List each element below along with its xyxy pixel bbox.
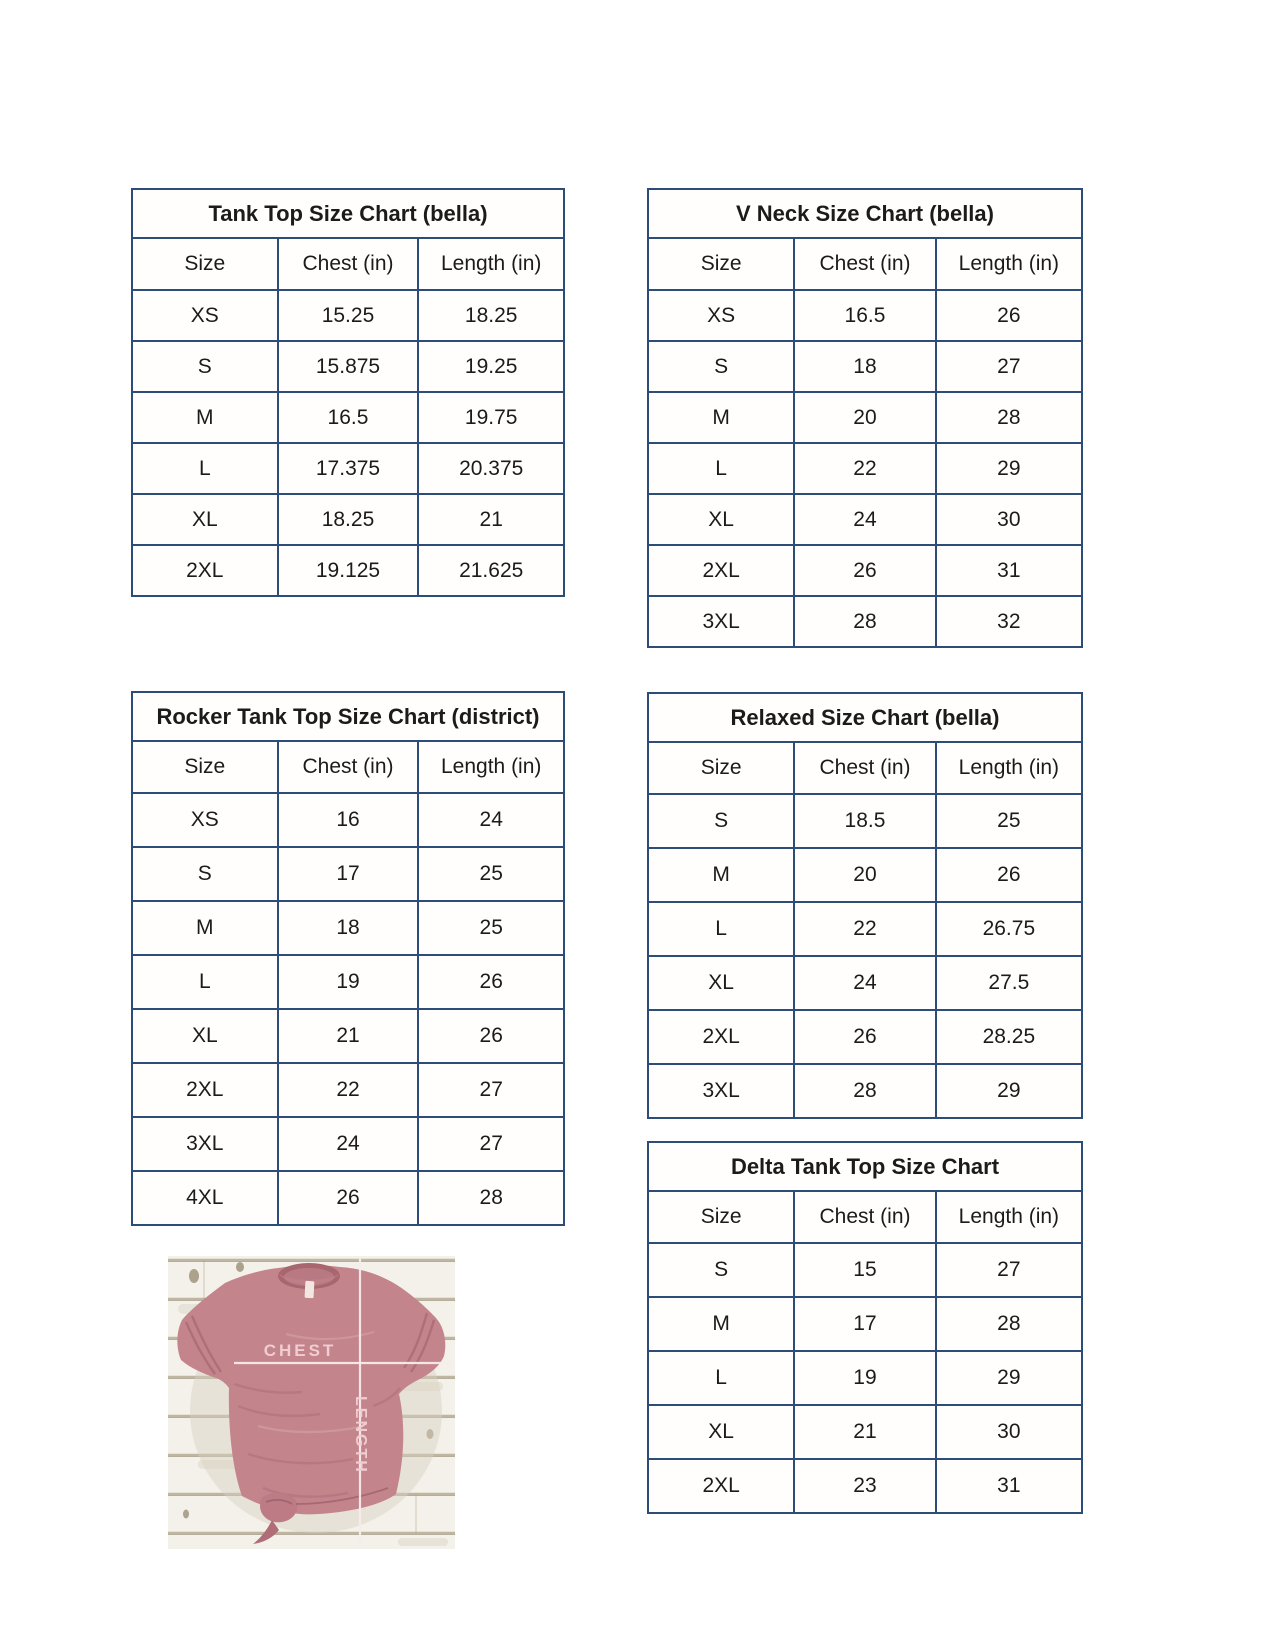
table-cell: 17 [794,1297,935,1351]
table-cell: 31 [936,1459,1082,1513]
table-cell: 19.25 [418,341,564,392]
table-row [648,848,1082,902]
table-cell: XS [648,290,794,341]
table-cell: 18.25 [278,494,419,545]
table-cell: XS [132,290,278,341]
table-cell: 22 [278,1063,419,1117]
table-cell: 4XL [132,1171,278,1225]
rocker-tank-top-size-chart-table [131,691,565,1226]
table-row [132,1171,564,1225]
table-cell: 25 [418,847,564,901]
length-label: LENGTH [352,1396,369,1474]
table-cell: 16 [278,793,419,847]
table-cell: S [648,794,794,848]
table-row [648,1459,1082,1513]
column-header: Length (in) [418,238,564,290]
column-header: Size [648,238,794,290]
relaxed-bella [647,692,1083,1119]
table-cell: 21.625 [418,545,564,596]
table-cell: 26 [794,1010,935,1064]
table-row [648,1010,1082,1064]
table-cell: 25 [936,794,1082,848]
table-row [648,1243,1082,1297]
table-row [132,955,564,1009]
table-cell: 20 [794,848,935,902]
table-cell: 30 [936,1405,1082,1459]
chest-label: CHEST [263,1341,337,1360]
table-row [648,794,1082,848]
table-cell: 24 [794,494,935,545]
table-title: Relaxed Size Chart (bella) [648,693,1082,742]
table-cell: 15.875 [278,341,419,392]
table-cell: 28 [794,1064,935,1118]
table-cell: 22 [794,902,935,956]
table-cell: 18 [794,341,935,392]
table-row [132,847,564,901]
table-cell: 26 [794,545,935,596]
table-row [648,494,1082,545]
table-title: Rocker Tank Top Size Chart (district) [132,692,564,741]
table-cell: 25 [418,901,564,955]
table-cell: 26 [278,1171,419,1225]
table-cell: XL [648,494,794,545]
table-row [132,443,564,494]
table-cell: S [132,341,278,392]
column-header: Chest (in) [278,238,419,290]
table-row [132,494,564,545]
table-cell: XL [132,494,278,545]
table-cell: XS [132,793,278,847]
table-cell: M [648,392,794,443]
table-title: Tank Top Size Chart (bella) [132,189,564,238]
v-neck-bella [647,188,1083,648]
table-cell: 30 [936,494,1082,545]
table-cell: L [132,955,278,1009]
table-cell: 16.5 [794,290,935,341]
column-header: Chest (in) [794,742,935,794]
table-cell: 19.125 [278,545,419,596]
table-cell: 28.25 [936,1010,1082,1064]
table-row [648,902,1082,956]
table-cell: 2XL [648,545,794,596]
tshirt-measurement-photo [168,1256,455,1549]
table-cell: 28 [418,1171,564,1225]
table-cell: 27 [418,1117,564,1171]
table-cell: 24 [278,1117,419,1171]
column-header: Length (in) [936,238,1082,290]
tank-top-bella [131,188,565,597]
table-row [132,901,564,955]
column-header: Size [648,1191,794,1243]
table-cell: S [132,847,278,901]
table-row [132,545,564,596]
table-row [132,1063,564,1117]
table-cell: 29 [936,1064,1082,1118]
table-cell: 17.375 [278,443,419,494]
table-title: Delta Tank Top Size Chart [648,1142,1082,1191]
table-cell: M [648,848,794,902]
table-cell: 28 [794,596,935,647]
column-header: Size [132,741,278,793]
table-cell: 27 [936,341,1082,392]
table-cell: 29 [936,443,1082,494]
table-row [132,793,564,847]
table-cell: 3XL [648,596,794,647]
table-cell: 29 [936,1351,1082,1405]
table-cell: 23 [794,1459,935,1513]
table-row [648,596,1082,647]
table-cell: 22 [794,443,935,494]
table-cell: 26 [418,955,564,1009]
table-cell: S [648,341,794,392]
table-cell: 26.75 [936,902,1082,956]
table-row [132,1009,564,1063]
table-cell: 24 [418,793,564,847]
column-header: Length (in) [418,741,564,793]
table-cell: 27 [418,1063,564,1117]
table-cell: XL [648,1405,794,1459]
table-cell: 2XL [132,1063,278,1117]
table-cell: 27.5 [936,956,1082,1010]
table-cell: 28 [936,392,1082,443]
table-row [648,1351,1082,1405]
table-cell: 26 [418,1009,564,1063]
rocker-tank-top-district [131,691,565,1226]
table-row [648,956,1082,1010]
table-cell: 19 [278,955,419,1009]
table-row [648,443,1082,494]
column-header: Length (in) [936,742,1082,794]
table-cell: M [132,392,278,443]
table-row [648,290,1082,341]
table-cell: 32 [936,596,1082,647]
table-row [648,1064,1082,1118]
table-cell: 26 [936,848,1082,902]
table-row [648,392,1082,443]
table-cell: 3XL [648,1064,794,1118]
table-cell: 19 [794,1351,935,1405]
table-cell: 20.375 [418,443,564,494]
table-cell: 18.25 [418,290,564,341]
column-header: Chest (in) [794,1191,935,1243]
table-row [132,1117,564,1171]
relaxed-size-chart-table [647,692,1083,1119]
table-cell: S [648,1243,794,1297]
tshirt-measurement-graphic [168,1256,455,1549]
table-row [132,290,564,341]
delta-tank-top-size-chart-table [647,1141,1083,1514]
table-cell: 21 [278,1009,419,1063]
table-cell: 18 [278,901,419,955]
table-cell: L [132,443,278,494]
table-cell: 27 [936,1243,1082,1297]
table-cell: 28 [936,1297,1082,1351]
table-cell: 20 [794,392,935,443]
table-cell: 24 [794,956,935,1010]
table-row [132,392,564,443]
table-title: V Neck Size Chart (bella) [648,189,1082,238]
table-cell: 26 [936,290,1082,341]
tank-top-size-chart-table [131,188,565,597]
table-row [648,545,1082,596]
v-neck-size-chart-table [647,188,1083,648]
table-row [648,1297,1082,1351]
table-cell: 2XL [648,1010,794,1064]
table-cell: M [132,901,278,955]
table-cell: L [648,443,794,494]
table-cell: 18.5 [794,794,935,848]
table-cell: 19.75 [418,392,564,443]
table-cell: XL [648,956,794,1010]
table-cell: 21 [794,1405,935,1459]
column-header: Chest (in) [278,741,419,793]
column-header: Size [648,742,794,794]
table-row [648,341,1082,392]
table-cell: L [648,902,794,956]
table-cell: 17 [278,847,419,901]
table-cell: L [648,1351,794,1405]
table-cell: 16.5 [278,392,419,443]
delta-tank-top [647,1141,1083,1514]
table-cell: 15 [794,1243,935,1297]
table-cell: 2XL [648,1459,794,1513]
table-cell: M [648,1297,794,1351]
table-row [132,341,564,392]
table-cell: 21 [418,494,564,545]
column-header: Length (in) [936,1191,1082,1243]
table-cell: 3XL [132,1117,278,1171]
table-cell: 15.25 [278,290,419,341]
column-header: Chest (in) [794,238,935,290]
table-row [648,1405,1082,1459]
table-cell: 2XL [132,545,278,596]
table-cell: 31 [936,545,1082,596]
table-cell: XL [132,1009,278,1063]
column-header: Size [132,238,278,290]
